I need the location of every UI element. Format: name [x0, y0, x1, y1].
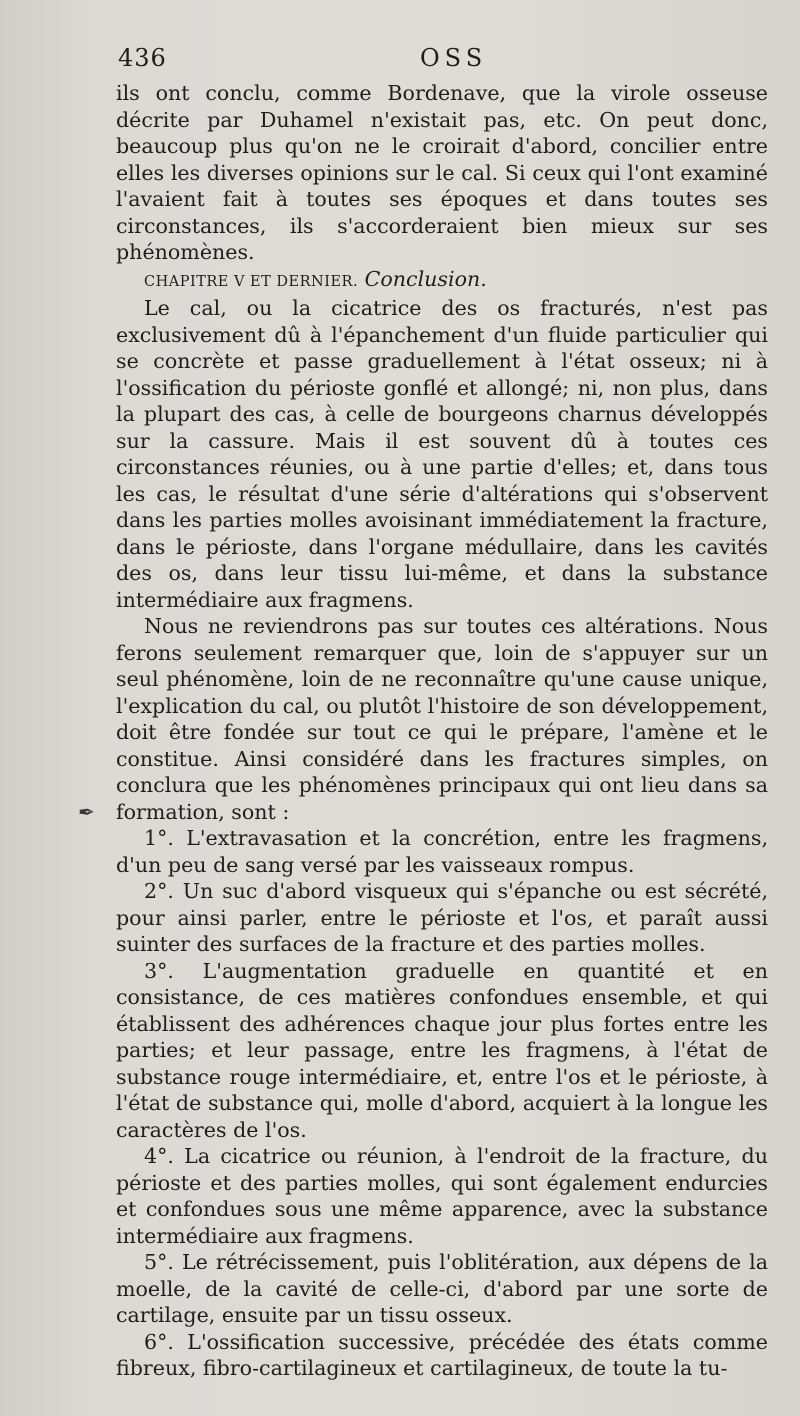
page-header: [118, 44, 768, 78]
list-item-5: 5°. Le rétrécissement, puis l'oblitération, aux dépens de la moelle, de la cavité de celle-ci, d'abord par une sorte de cartilage, ensuite par un tissu osseux.: [116, 1250, 768, 1327]
list-item-2: 2°. Un suc d'abord visqueux qui s'épanche ou est sécrété, pour ainsi parler, entre le périoste et l'os, et paraît aussi suinter des surfaces de la fracture et des parties molles.: [116, 879, 768, 956]
chapter-label: CHAPITRE V ET DERNIER.: [144, 273, 359, 290]
paragraph-opening: ils ont conclu, comme Bordenave, que la virole osseuse décrite par Duhamel n'existait pas, etc. On peut donc, beaucoup plus qu'on ne le croirait d'abord, concilier entre elles les diverses opinions sur le cal. Si ceux qui l'ont examiné l'avaient fait à toutes ses époques et dans toutes ses circonstances, ils s'accorderaient bien mieux sur ses phénomènes.: [116, 81, 768, 264]
chapter-heading: [116, 266, 768, 296]
page-number: 436: [118, 44, 167, 72]
body-text: [116, 80, 768, 1382]
chapter-title: Conclusion.: [364, 266, 487, 291]
paragraph-summary: Nous ne reviendrons pas sur toutes ces altérations. Nous ferons seulement remarquer que, loin de s'appuyer sur un seul phénomène, loin de ne reconnaître qu'une cause unique, l'explication du cal, ou plutôt l'histoire de son développement, doit être fondée sur tout ce qui le prépare, l'amène et le constitue. Ainsi considéré dans les fractures simples, on conclura que les phénomènes principaux qui ont lieu dans sa formation, sont :: [116, 614, 768, 824]
ink-mark: ✒: [78, 800, 95, 824]
running-head: OSS: [420, 44, 488, 72]
list-item-4: 4°. La cicatrice ou réunion, à l'endroit de la fracture, du périoste et des parties molles, qui sont également endurcies et confondues sous une même apparence, avec la substance intermédiaire aux fragmens.: [116, 1144, 768, 1248]
list-item-6: 6°. L'ossification successive, précédée des états comme fibreux, fibro-cartilagineux et cartilagineux, de toute la tu-: [116, 1329, 768, 1380]
list-item-3: 3°. L'augmentation graduelle en quantité et en consistance, de ces matières confondues ensemble, et qui établissent des adhérences chaque jour plus fortes entre les parties; et leur passage, entre les fragmens, à l'état de substance rouge intermédiaire, et, entre l'os et le périoste, à l'état de substance qui, molle d'abord, acquiert à la longue les caractères de l'os.: [116, 958, 768, 1142]
paragraph-definition: Le cal, ou la cicatrice des os fracturés, n'est pas exclusivement dû à l'épanchement d'un fluide particulier qui se concrète et passe graduellement à l'état osseux; ni à l'ossification du périoste gonflé et allongé; ni, non plus, dans la plupart des cas, à celle de bourgeons charnus développés sur la cassure. Mais il est souvent dû à toutes ces circonstances réunies, ou à une partie d'elles; et, dans tous les cas, le résultat d'une série d'altérations qui s'observent dans les parties molles avoisinant immédiatement la fracture, dans le périoste, dans l'organe médullaire, dans les cavités des os, dans leur tissu lui-même, et dans la substance intermédiaire aux fragmens.: [116, 296, 768, 612]
list-item-1: 1°. L'extravasation et la concrétion, entre les fragmens, d'un peu de sang versé par les vaisseaux rompus.: [116, 826, 768, 877]
